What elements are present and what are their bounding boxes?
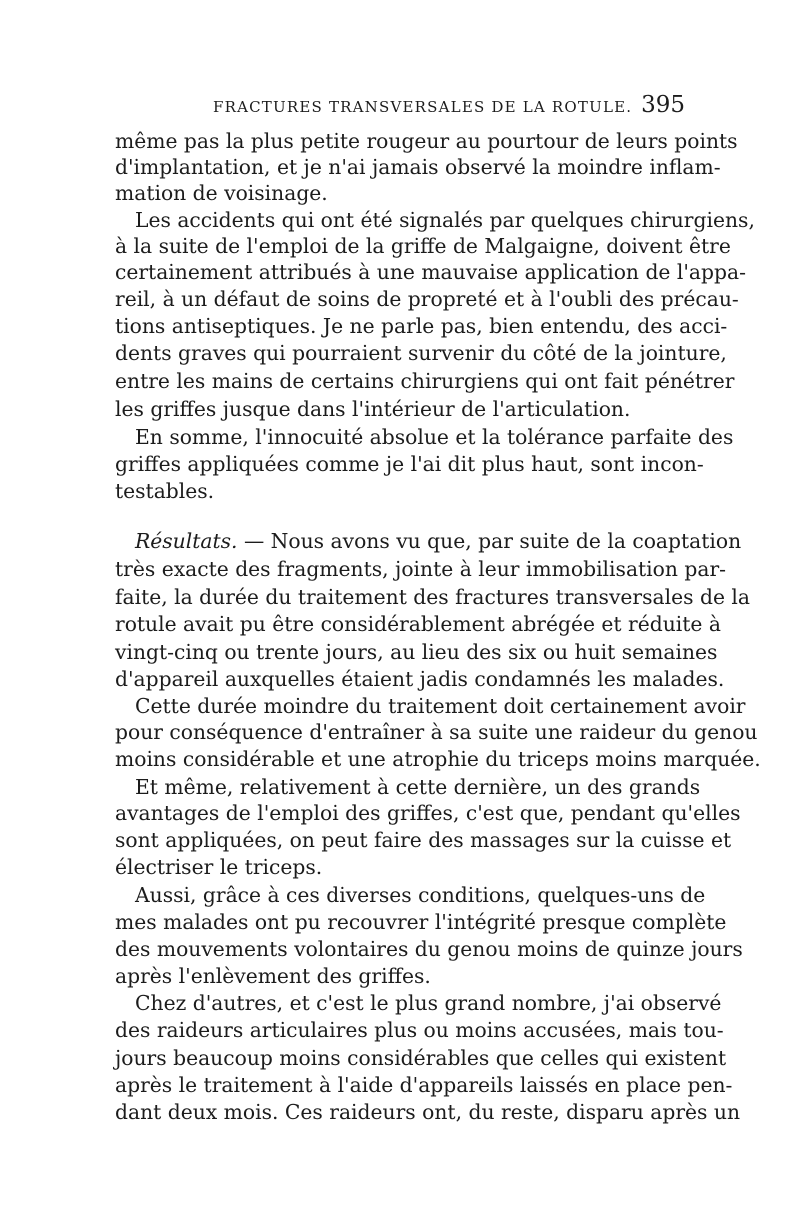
section-text: — Nous avons vu que, par suite de la coaptation [243, 529, 742, 553]
text-line: à la suite de l'emploi de la griffe de Malgaigne, doivent être [115, 234, 731, 258]
text-line: Cette durée moindre du traitement doit certainement avoir [135, 694, 746, 718]
text-line: jours beaucoup moins considérables que celles qui existent [115, 1046, 727, 1070]
section-label: Résultats. [135, 529, 238, 553]
text-line: mation de voisinage. [115, 181, 328, 205]
text-line: faite, la durée du traitement des fractures transversales de la [115, 585, 750, 609]
text-line: pour conséquence d'entraîner à sa suite une raideur du genou [115, 720, 758, 744]
text-line: dents graves qui pourraient survenir du côté de la jointure, [115, 341, 727, 365]
text-line: testables. [115, 479, 215, 503]
section-heading-line [115, 528, 742, 554]
text-line: après le traitement à l'aide d'appareils laissés en place pen- [115, 1073, 733, 1097]
text-line: entre les mains de certains chirurgiens qui ont fait pénétrer [115, 369, 735, 393]
text-line: vingt-cinq ou trente jours, au lieu des six ou huit semaines [115, 640, 718, 664]
running-title: FRACTURES TRANSVERSALES DE LA ROTULE. [213, 98, 633, 116]
text-line: avantages de l'emploi des griffes, c'est que, pendant qu'elles [115, 801, 741, 825]
text-line: des mouvements volontaires du genou moins de quinze jours [115, 937, 743, 961]
text-line: très exacte des fragments, jointe à leur immobilisation par- [115, 557, 727, 581]
text-line: Les accidents qui ont été signalés par quelques chirurgiens, [135, 208, 755, 232]
text-line: griffes appliquées comme je l'ai dit plus haut, sont incon- [115, 452, 704, 476]
text-line: d'implantation, et je n'ai jamais observé la moindre inflam- [115, 155, 721, 179]
text-line: dant deux mois. Ces raideurs ont, du reste, disparu après un [115, 1100, 741, 1124]
text-line: même pas la plus petite rougeur au pourtour de leurs points [115, 129, 738, 153]
text-line: moins considérable et une atrophie du triceps moins marquée. [115, 747, 761, 771]
page-number: 395 [641, 92, 685, 118]
text-line: Chez d'autres, et c'est le plus grand nombre, j'ai observé [135, 991, 722, 1015]
text-line: Et même, relativement à cette dernière, un des grands [135, 775, 701, 799]
text-line: certainement attribués à une mauvaise application de l'appa- [115, 260, 746, 284]
text-line: après l'enlèvement des griffes. [115, 964, 431, 988]
text-line: reil, à un défaut de soins de propreté et à l'oubli des précau- [115, 287, 739, 311]
text-line: rotule avait pu être considérablement abrégée et réduite à [115, 612, 721, 636]
text-line: électriser le triceps. [115, 855, 323, 879]
running-head [0, 92, 800, 120]
text-line: Aussi, grâce à ces diverses conditions, quelques-uns de [135, 883, 706, 907]
text-line: les griffes jusque dans l'intérieur de l'articulation. [115, 397, 631, 421]
text-line: sont appliquées, on peut faire des massages sur la cuisse et [115, 828, 732, 852]
text-line: des raideurs articulaires plus ou moins accusées, mais tou- [115, 1018, 724, 1042]
text-line: d'appareil auxquelles étaient jadis condamnés les malades. [115, 667, 725, 691]
text-line: tions antiseptiques. Je ne parle pas, bien entendu, des acci- [115, 314, 728, 338]
text-line: En somme, l'innocuité absolue et la tolérance parfaite des [135, 425, 734, 449]
text-line: mes malades ont pu recouvrer l'intégrité presque complète [115, 910, 727, 934]
